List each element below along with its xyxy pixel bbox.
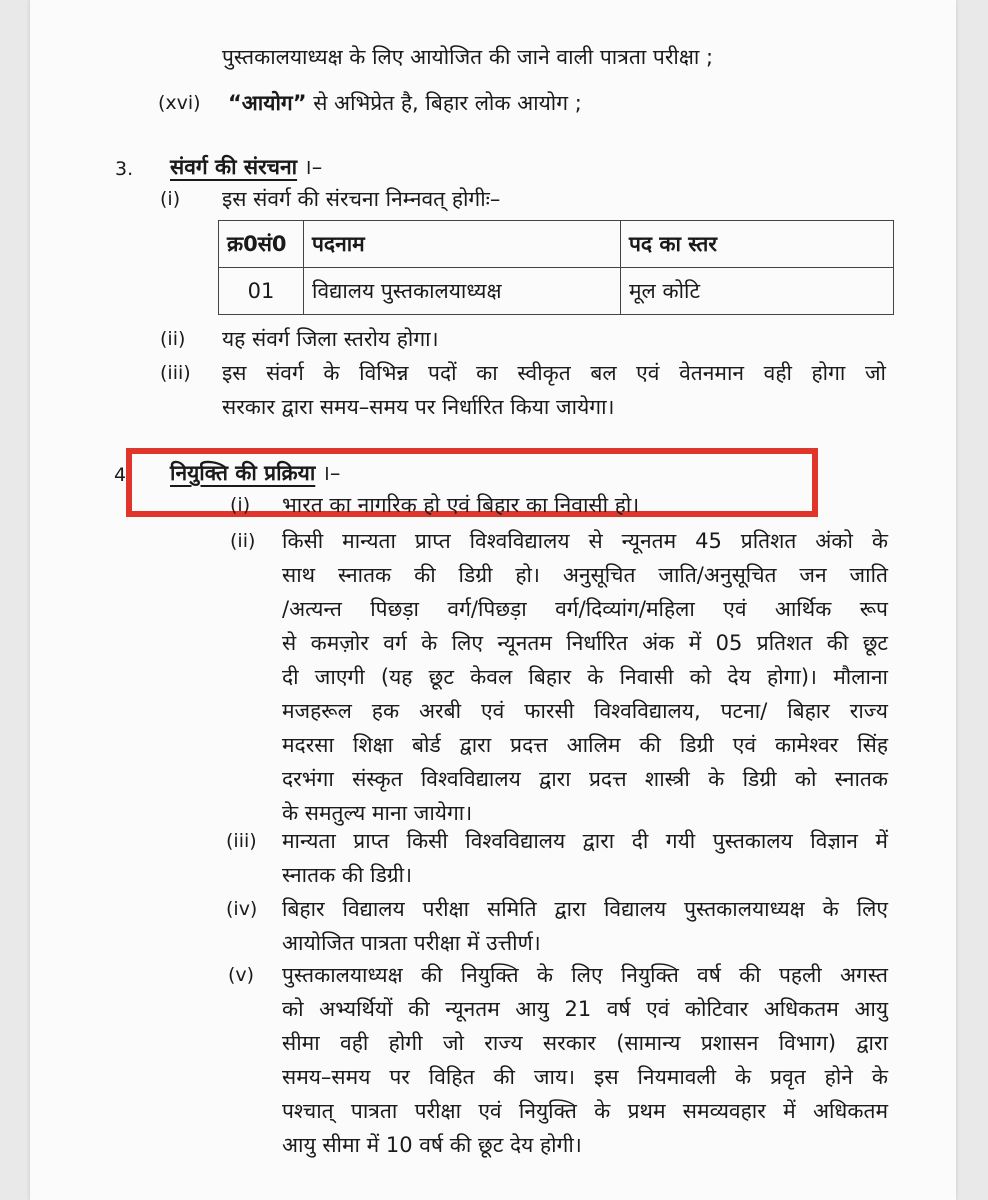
s4-item-v-line: समय–समय पर विहित की जाय। इस नियमावली के प्रवृत होने के (282, 1065, 888, 1089)
s4-item-v-line: पुस्तकालयाध्यक्ष की नियुक्ति के लिए नियुक्ति वर्ष की पहली अगस्त (282, 963, 888, 987)
clause-xvi-number: (xvi) (158, 92, 201, 114)
section-3-title: संवर्ग की संरचना (170, 155, 298, 179)
table-cell-post: विद्यालय पुस्तकालयाध्यक्ष (304, 268, 621, 315)
table-header-row (219, 221, 894, 268)
section-4-number: 4 (114, 464, 127, 486)
s3-item-ii-number: (ii) (160, 328, 186, 350)
s4-item-v-line: पश्चात् पात्रता परीक्षा एवं नियुक्ति के प्रथम समव्यवहार में अधिकतम (282, 1099, 888, 1123)
s3-item-iii-line: इस संवर्ग के विभिन्न पदों का स्वीकृत बल एवं वेतनमान वही होगा जो (222, 361, 886, 385)
table-header-post: पदनाम (304, 221, 621, 268)
s4-item-iii-number: (iii) (226, 830, 257, 852)
cadre-structure-table (218, 220, 894, 315)
s3-item-i-text: इस संवर्ग की संरचना निम्नवत् होगीः– (222, 187, 501, 211)
clause-xvi-text (228, 90, 582, 116)
clause-xvi-term: “आयोग” (228, 91, 307, 115)
table-cell-serial: 01 (219, 268, 304, 315)
s4-item-i-number: (i) (230, 494, 251, 516)
s3-item-iii-number: (iii) (160, 362, 191, 384)
s4-item-ii-line: के समतुल्य माना जायेगा। (282, 801, 473, 825)
table-header-level: पद का स्तर (621, 221, 894, 268)
s4-item-iv-line: आयोजित पात्रता परीक्षा में उत्तीर्ण। (282, 931, 541, 955)
s4-item-ii-number: (ii) (230, 530, 256, 552)
s4-item-ii-line: /अत्यन्त पिछड़ा वर्ग/पिछड़ा वर्ग/दिव्यांग/महिला एवं आर्थिक रूप (282, 597, 888, 621)
clause-xvi-definition: से अभिप्रेत है, बिहार लोक आयोग ; (306, 91, 582, 115)
s4-item-v-line: आयु सीमा में 10 वर्ष की छूट देय होगी। (282, 1133, 582, 1157)
table-cell-level: मूल कोटि (621, 268, 894, 315)
table-row (219, 268, 894, 315)
s4-item-ii-line: दी जाएगी (यह छूट केवल बिहार के निवासी को देय होगा)। मौलाना (282, 665, 888, 689)
s4-item-i-line: भारत का नागरिक हो एवं बिहार का निवासी हो। (282, 493, 640, 517)
intro-line: पुस्तकालयाध्यक्ष के लिए आयोजित की जाने वाली पात्रता परीक्षा ; (222, 45, 714, 69)
s4-item-iv-number: (iv) (226, 898, 258, 920)
section-3-heading (170, 154, 322, 180)
s4-item-ii-line: मदरसा शिक्षा बोर्ड द्वारा प्रदत्त आलिम की डिग्री एवं कामेश्वर सिंह (282, 733, 889, 757)
s3-item-iii-line: सरकार द्वारा समय–समय पर निर्धारित किया जायेगा। (222, 395, 615, 419)
section-3-dash: ।– (297, 155, 323, 179)
section-4-dash: ।– (315, 461, 341, 485)
s4-item-ii-line: साथ स्नातक की डिग्री हो। अनुसूचित जाति/अनुसूचित जन जाति (282, 563, 888, 587)
section-3-number: 3. (115, 158, 134, 180)
s4-item-v-number: (v) (228, 964, 255, 986)
s3-item-i-number: (i) (160, 188, 181, 210)
s4-item-ii-line: दरभंगा संस्कृत विश्वविद्यालय द्वारा प्रदत्त शास्त्री के डिग्री को स्नातक (282, 767, 888, 791)
table-header-serial: क्र0सं0 (219, 221, 304, 268)
s4-item-iii-line: स्नातक की डिग्री। (282, 863, 413, 887)
s4-item-ii-line: मजहरूल हक अरबी एवं फारसी विश्वविद्यालय, पटना/ बिहार राज्य (282, 699, 888, 723)
section-4-title: नियुक्ति की प्रक्रिया (170, 461, 316, 485)
s4-item-v-line: को अभ्यर्थियों की न्यूनतम आयु 21 वर्ष एवं कोटिवार अधिकतम आयु (282, 997, 888, 1021)
s4-item-v-line: सीमा वही होगी जो राज्य सरकार (सामान्य प्रशासन विभाग) द्वारा (282, 1031, 888, 1055)
s4-item-iv-line: बिहार विद्यालय परीक्षा समिति द्वारा विद्यालय पुस्तकालयाध्यक्ष के लिए (282, 897, 888, 921)
s4-item-iii-line: मान्यता प्राप्त किसी विश्वविद्यालय द्वारा दी गयी पुस्तकालय विज्ञान में (282, 829, 888, 853)
s4-item-ii-line: से कमज़ोर वर्ग के लिए न्यूनतम निर्धारित अंक में 05 प्रतिशत की छूट (282, 631, 888, 655)
s4-item-ii-line: किसी मान्यता प्राप्त विश्वविद्यालय से न्यूनतम 45 प्रतिशत अंको के (282, 529, 888, 553)
s3-item-ii-text: यह संवर्ग जिला स्तरोय होगा। (222, 327, 439, 351)
